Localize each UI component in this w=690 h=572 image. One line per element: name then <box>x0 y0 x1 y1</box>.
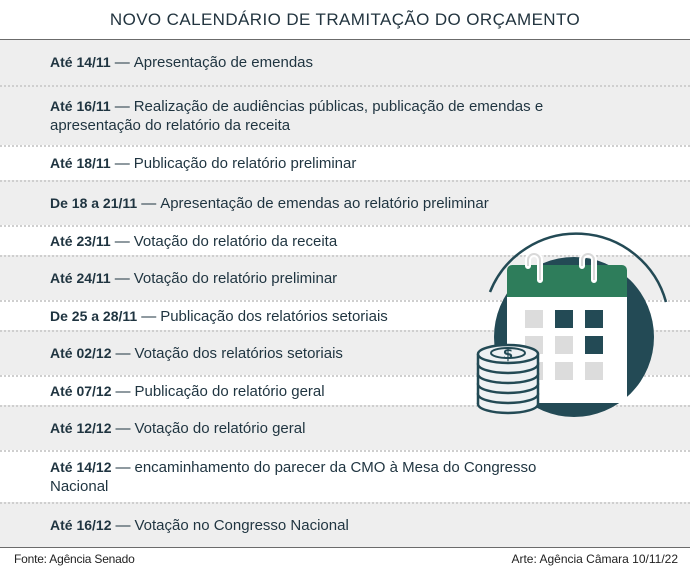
source-credit: Fonte: Agência Senado <box>14 552 135 566</box>
item-text: encaminhamento do parecer da CMO à Mesa do Congresso Nacional <box>50 459 537 495</box>
item-date: Até 07/12 <box>50 382 112 399</box>
item-date: Até 14/11 <box>50 54 111 70</box>
item-date: Até 23/11 <box>50 232 111 249</box>
page-title: NOVO CALENDÁRIO DE TRAMITAÇÃO DO ORÇAMENTO <box>0 0 690 40</box>
item-text: Realização de audiências públicas, publicação de emendas e apresentação do relatório da receita <box>50 98 544 134</box>
item-date: Até 14/12 <box>50 459 112 475</box>
svg-text:$: $ <box>502 345 514 363</box>
item-text: Apresentação de emendas <box>133 54 314 71</box>
item-text: Publicação do relatório preliminar <box>133 155 357 172</box>
item-date: De 25 a 28/11 <box>50 307 138 324</box>
item-separator: — <box>115 345 131 362</box>
item-text: Votação do relatório da receita <box>133 232 338 250</box>
list-item <box>0 450 690 502</box>
item-separator: — <box>114 54 130 71</box>
coin-stack-icon <box>478 345 538 413</box>
item-date: De 18 a 21/11 <box>50 195 138 211</box>
item-text: Votação do relatório geral <box>134 420 306 437</box>
item-text: Publicação do relatório geral <box>134 382 325 400</box>
item-separator: — <box>141 307 157 325</box>
item-text: Votação dos relatórios setoriais <box>134 345 343 362</box>
art-credit: Arte: Agência Câmara 10/11/22 <box>511 552 678 566</box>
item-text: Votação no Congresso Nacional <box>134 517 349 534</box>
item-date: Até 02/12 <box>50 345 112 361</box>
footer <box>0 547 690 572</box>
list-item <box>0 502 690 547</box>
item-separator: — <box>115 459 131 476</box>
item-separator: — <box>114 98 130 115</box>
item-text: Publicação dos relatórios setoriais <box>160 307 388 325</box>
item-separator: — <box>115 517 131 534</box>
item-separator: — <box>114 270 130 287</box>
list-item <box>0 180 690 225</box>
item-date: Até 12/12 <box>50 420 112 436</box>
item-separator: — <box>115 382 131 400</box>
list-item <box>0 40 690 85</box>
calendar-illustration <box>470 232 670 422</box>
item-date: Até 16/12 <box>50 517 112 533</box>
item-date: Até 24/11 <box>50 270 111 286</box>
item-separator: — <box>114 232 130 250</box>
item-separator: — <box>115 420 131 437</box>
item-separator: — <box>141 195 157 212</box>
item-text: Votação do relatório preliminar <box>133 270 338 287</box>
item-date: Até 18/11 <box>50 155 111 171</box>
item-text: Apresentação de emendas ao relatório preliminar <box>160 195 489 212</box>
list-item <box>0 85 690 145</box>
item-separator: — <box>114 155 130 172</box>
item-date: Até 16/11 <box>50 98 111 114</box>
list-item <box>0 145 690 180</box>
